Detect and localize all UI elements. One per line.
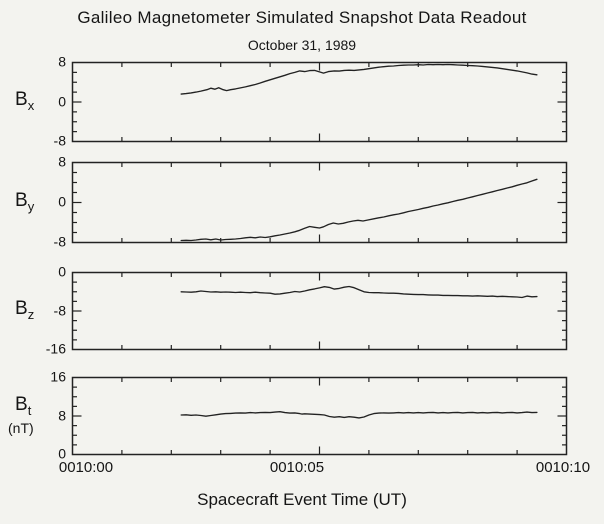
bx-trace	[181, 65, 537, 95]
bt-ytick-bottom: 0	[58, 445, 66, 462]
bz-ytick-bottom: -16	[45, 340, 66, 357]
panel-bt-svg	[71, 376, 568, 456]
bz-frame	[73, 273, 567, 350]
bx-ytick-top: 8	[58, 53, 66, 70]
by-ytick-top: 8	[58, 153, 66, 170]
panel-bz-svg	[71, 271, 568, 351]
panel-bt-label-sub: t	[27, 402, 32, 418]
by-ytick-mid: 0	[58, 193, 66, 210]
panel-bt-units-label: (nT)	[8, 420, 34, 436]
by-ytick-bottom: -8	[53, 233, 66, 250]
panel-bx-label-main: B	[15, 89, 28, 111]
by-frame	[73, 163, 567, 243]
panel-by-label-sub: y	[27, 198, 35, 214]
panel-bx-label-sub: x	[27, 97, 35, 113]
page-title: Galileo Magnetometer Simulated Snapshot Data Readout	[77, 8, 527, 27]
by-trace	[181, 179, 537, 240]
xtick-label-0010-10: 0010:10	[535, 459, 591, 476]
panel-by-svg	[71, 161, 568, 244]
xtick-label-0010-00: 0010:00	[58, 459, 114, 476]
panel-bz-label-sub: z	[27, 306, 35, 322]
bx-ytick-mid: 0	[58, 92, 66, 109]
bt-ytick-mid: 8	[58, 406, 66, 423]
page-subtitle: October 31, 1989	[247, 37, 357, 53]
bt-ytick-top: 16	[50, 368, 66, 385]
x-axis-title: Spacecraft Event Time (UT)	[197, 490, 407, 509]
bx-frame	[73, 63, 567, 142]
panel-bx-svg	[71, 61, 568, 143]
panel-by-label-main: B	[15, 190, 28, 212]
bt-frame	[73, 378, 567, 455]
bz-ytick-top: 0	[58, 263, 66, 280]
bt-trace	[181, 412, 537, 418]
xtick-label-0010-05: 0010:05	[269, 459, 325, 476]
bz-trace	[181, 287, 537, 298]
panel-bt-label-main: B	[15, 394, 28, 416]
panel-bz-label-main: B	[15, 298, 28, 320]
bz-ytick-mid: -8	[53, 301, 66, 318]
bx-ytick-bottom: -8	[53, 132, 66, 149]
